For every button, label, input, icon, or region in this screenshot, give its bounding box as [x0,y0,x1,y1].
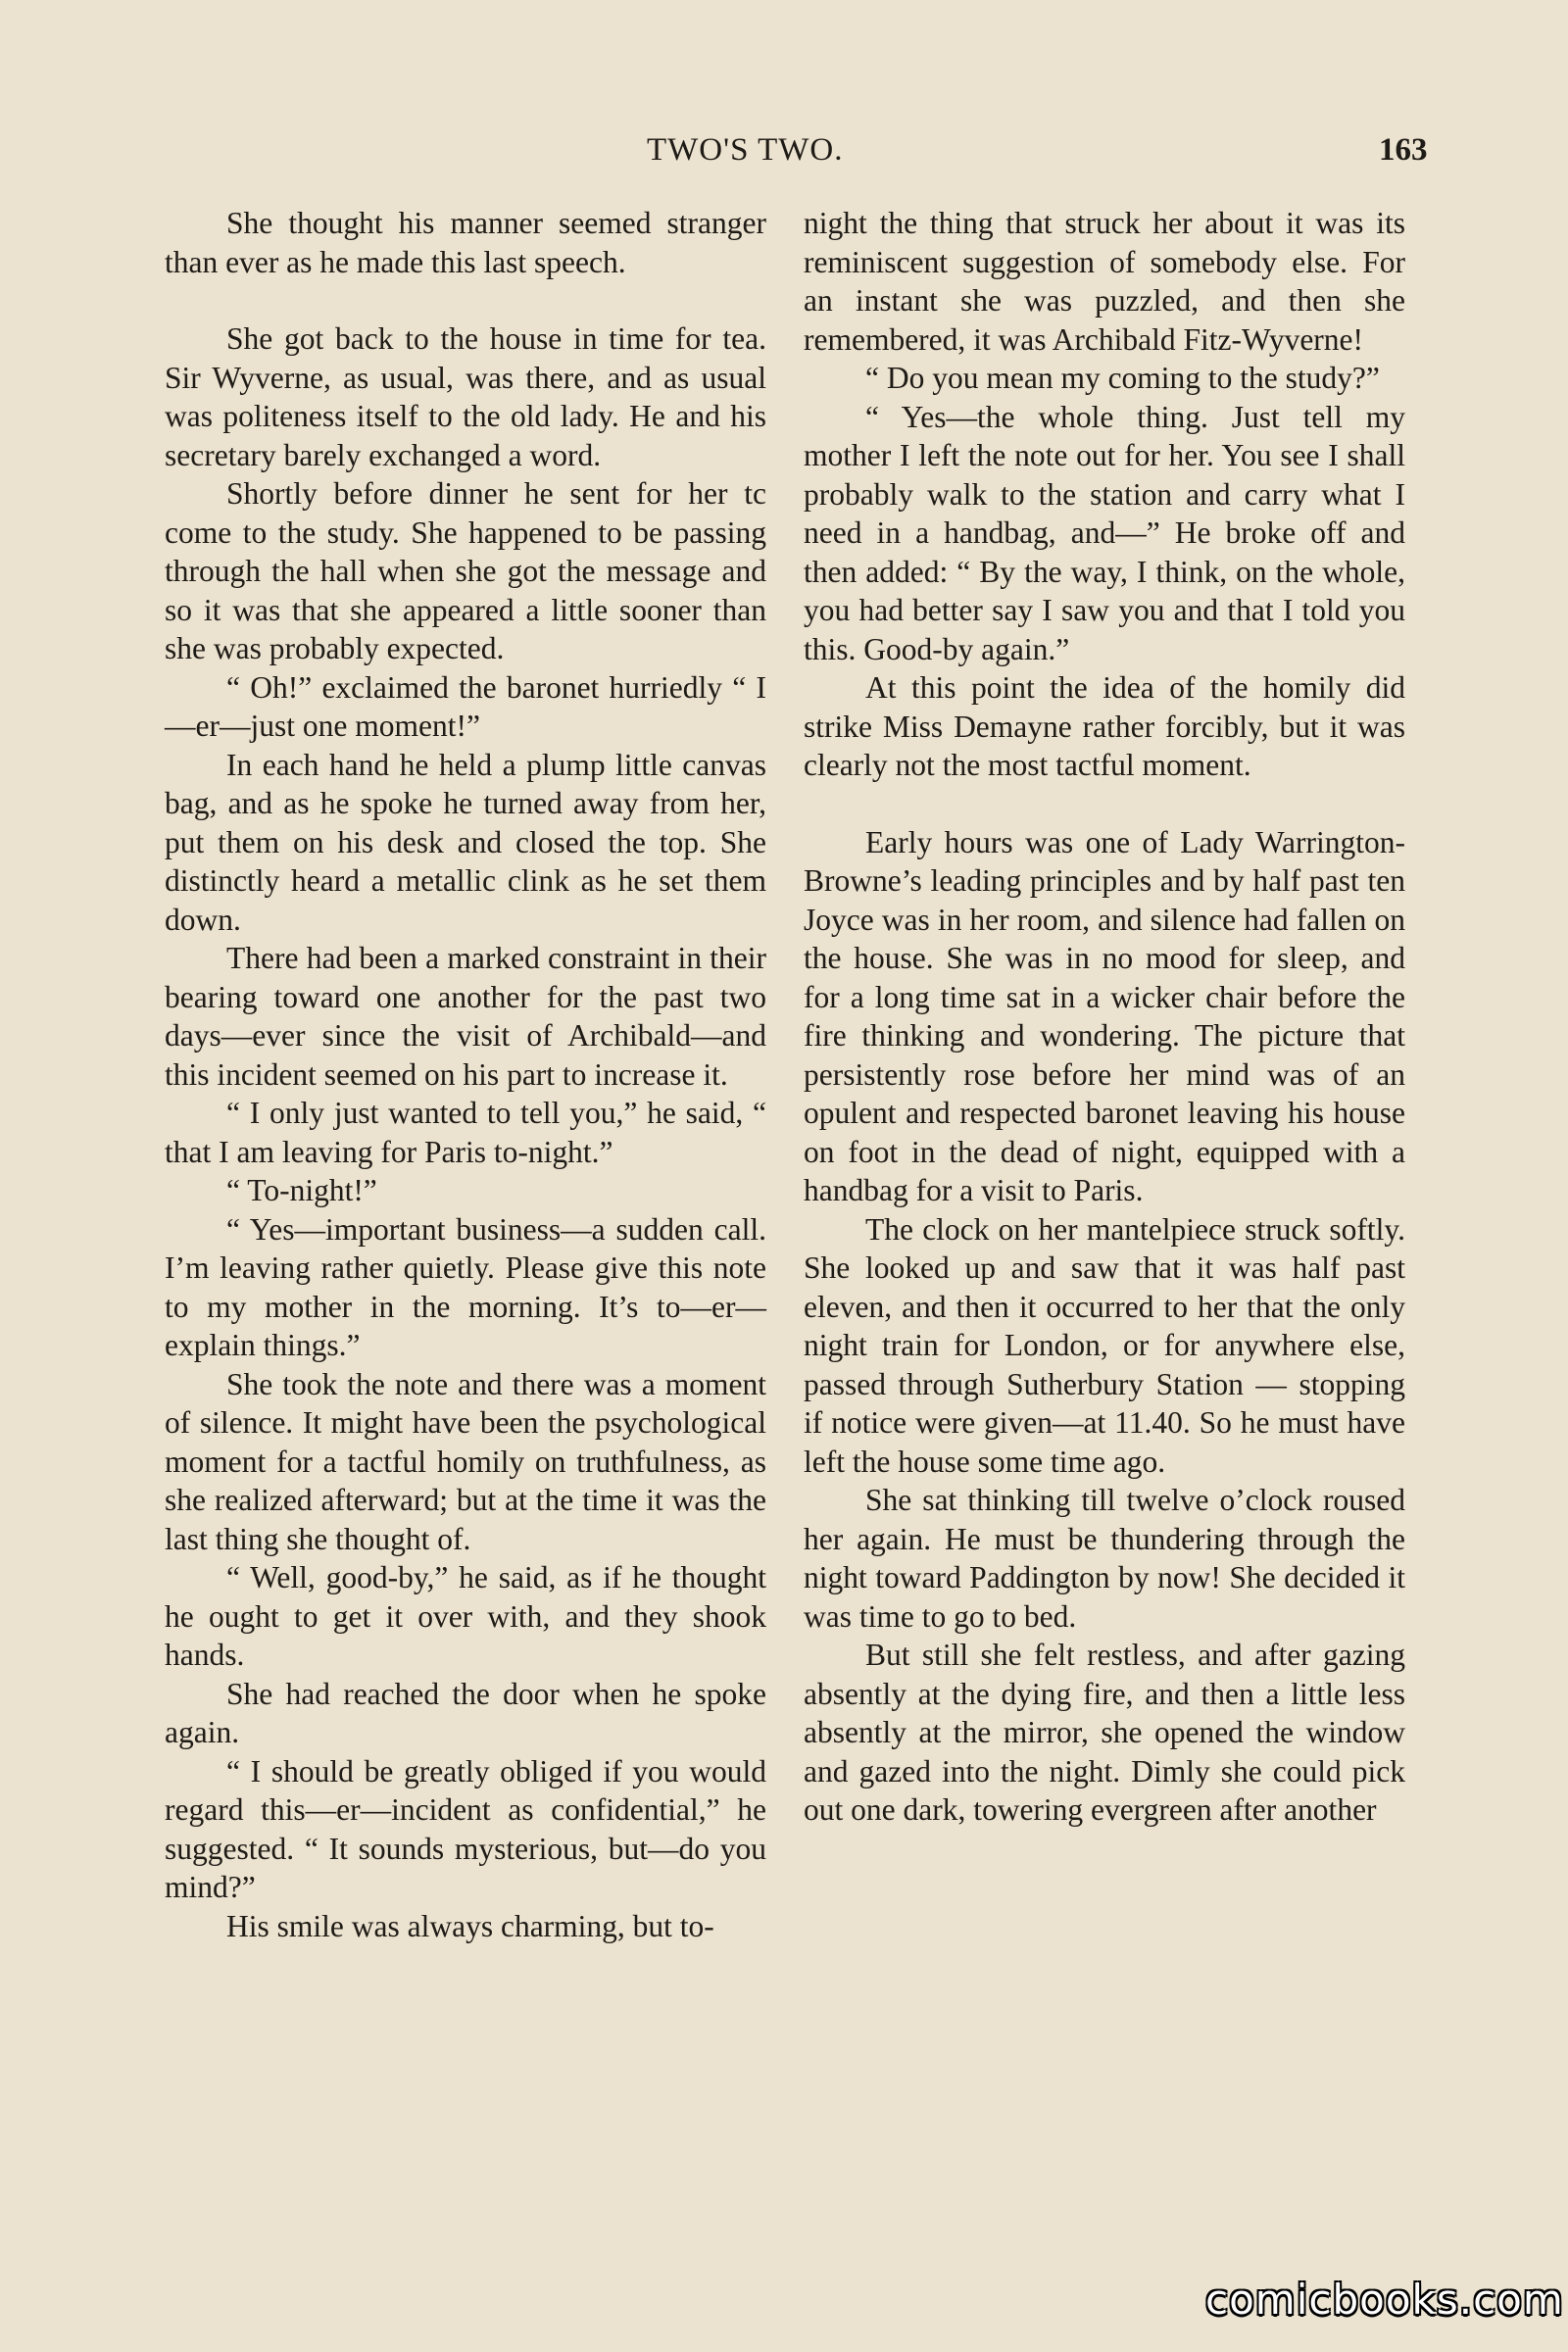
paragraph: Shortly before dinner he sent for her tc come to the study. She happened to be passing through the hall when she got the message and so it was that she appeared a little sooner than she was probably expected. [165,476,766,665]
paragraph: “ Oh!” exclaimed the baronet hurriedly “ I—er—just one moment!” [165,669,766,743]
paragraph: “ I should be greatly obliged if you would regard this—er—incident as confidential,” he suggested. “ It sounds mysterious, but—do you mind?” [165,1753,766,1904]
paragraph: There had been a marked constraint in their bearing toward one another for the past two days—ever since the visit of Archibald—and this incident seemed on his part to increase it. [165,941,766,1092]
paragraph: His smile was always charming, but to- [226,1908,714,1943]
paragraph: She had reached the door when he spoke again. [165,1676,766,1749]
paragraph: “ I only just wanted to tell you,” he said, “ that I am leaving for Paris to-night.” [165,1096,766,1169]
paragraph: The clock on her mantelpiece struck softly. She looked up and saw that it was half past eleven, and then it occurred to her that the only night train for London, or for anywhere else, passed through Sutherbury Station — stopping if notice were given—at 11.40. So he must have left the house some time ago. [804,1211,1405,1479]
watermark: comicbooks.com [1205,2276,1564,2324]
running-head: TWO'S TWO. [647,132,844,168]
paragraph: night the thing that struck her about it was its reminiscent suggestion of somebody else. For an instant she was puzzled, and then she remembered, it was Archibald Fitz-Wyverne! [804,206,1405,357]
paragraph: In each hand he held a plump little canvas bag, and as he spoke he turned away from her, put them on his desk and closed the top. She distinctly heard a metallic clink as he set them down. [165,747,766,937]
paragraph: She sat thinking till twelve o’clock roused her again. He must be thundering through the night toward Paddington by now! She decided it was time to go to bed. [804,1483,1405,1634]
paragraph: “ Yes—important business—a sudden call. I’m leaving rather quietly. Please give this note to my mother in the morning. It’s to—er—explain things.” [165,1211,766,1362]
page-number: 163 [1379,132,1428,168]
paragraph: “ To-night!” [226,1173,377,1207]
paragraph: “ Yes—the whole thing. Just tell my mother I left the note out for her. You see I shall probably walk to the station and carry what I need in a handbag, and—” He broke off and then added: “ By the way, I think, on the whole, you had better say I saw you and that I told you this. Good-by again.” [804,399,1405,666]
paragraph: She took the note and there was a moment of silence. It might have been the psychological moment for a tactful homily on truthfulness, as she realized afterward; but at the time it was the last thing she thought of. [165,1366,766,1556]
paragraph: She thought his manner seemed stranger than ever as he made this last speech. [165,206,766,279]
paragraph: At this point the idea of the homily did strike Miss Demayne rather forcibly, but it was clearly not the most tactful moment. [804,670,1405,782]
paragraph: She got back to the house in time for tea. Sir Wyverne, as usual, was there, and as usual was politeness itself to the old lady. He and his secretary barely exchanged a word. [165,321,766,472]
left-column [165,204,766,1945]
paragraph: Early hours was one of Lady Warrington-Browne’s leading principles and by half past ten Joyce was in her room, and silence had fallen on the house. She was in no mood for sleep, and for a long time sat in a wicker chair before the fire thinking and wondering. The picture that persistently rose before her mind was of an opulent and respected baronet leaving his house on foot in the dead of night, equipped with a handbag for a visit to Paris. [804,824,1405,1207]
paragraph: “ Well, good-by,” he said, as if he thought he ought to get it over with, and they shook hands. [165,1560,766,1672]
right-column [804,204,1405,1830]
paragraph: “ Do you mean my coming to the study?” [865,361,1380,395]
paragraph: But still she felt restless, and after gazing absently at the dying fire, and then a little less absently at the mirror, she opened the window and gazed into the night. Dimly she could pick out one dark, towering evergreen after another [804,1638,1405,1827]
